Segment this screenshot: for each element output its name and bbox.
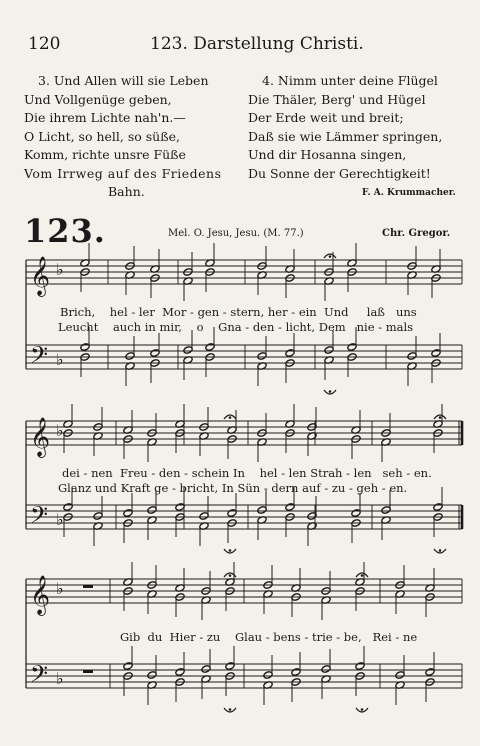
lyric-hyphen: - xyxy=(336,630,341,644)
lyric-syllable: seh xyxy=(382,466,403,480)
fermata-dot xyxy=(361,574,364,577)
lyrics-system-3-line-1 xyxy=(120,630,417,644)
lyric-syllable: Glanz xyxy=(58,481,92,495)
fermata-dot xyxy=(229,708,232,711)
lyric-syllable: ne xyxy=(402,630,418,644)
lyric-syllable: bricht, xyxy=(179,481,219,495)
whole-rest-icon xyxy=(83,670,93,673)
lyric-hyphen: - xyxy=(184,466,189,480)
lyric-syllable: geh xyxy=(356,481,379,495)
lyric-syllable: gen xyxy=(197,305,220,319)
lyric-hyphen: - xyxy=(348,481,353,495)
lyric-syllable: laß xyxy=(366,305,385,319)
bass-clef-icon: 𝄢 xyxy=(30,660,49,693)
lyric-syllable: Glau xyxy=(234,630,263,644)
verse-line: Der Erde weit und breit; xyxy=(248,110,404,125)
flat-key-signature-icon: ♭ xyxy=(56,260,64,279)
lyric-syllable: und xyxy=(94,481,118,495)
lyric-syllable: bens xyxy=(273,630,301,644)
composer: Chr. Gregor. xyxy=(382,228,451,239)
flat-key-signature-icon: ♭ xyxy=(56,669,64,688)
verse-author: F. A. Krummacher. xyxy=(362,188,456,198)
lyric-hyphen: - xyxy=(291,305,296,319)
lyric-syllable: dern xyxy=(271,481,299,495)
lyric-hyphen: - xyxy=(263,481,268,495)
treble-clef-icon: 𝄞 xyxy=(30,575,51,615)
verse-line: O Licht, so hell, so süße, xyxy=(24,128,180,144)
lyric-syllable: her xyxy=(267,305,288,319)
treble-clef-icon: 𝄞 xyxy=(30,417,51,457)
melody-reference: Mel. O. Jesu, Jesu. (M. 77.) xyxy=(168,228,304,239)
lyric-hyphen: - xyxy=(346,466,351,480)
lyric-syllable: en. xyxy=(389,481,408,495)
lyric-hyphen: - xyxy=(381,481,386,495)
flat-key-signature-icon: ♭ xyxy=(56,350,64,369)
lyric-syllable: stern, xyxy=(230,305,265,319)
verse-line: 4. Nimm unter deine Flügel xyxy=(262,73,438,88)
hymn-number: 123. xyxy=(24,212,106,250)
lyric-syllable: schein xyxy=(191,466,230,480)
verse-line: 3. Und Allen will sie Leben xyxy=(38,73,209,88)
lyric-hyphen: - xyxy=(281,466,285,480)
verse-line: Und dir Hosanna singen, xyxy=(248,147,407,162)
lyric-syllable: Mor xyxy=(162,305,187,319)
lyric-hyphen: - xyxy=(395,630,400,644)
lyric-syllable: mals xyxy=(385,320,414,334)
fermata-dot xyxy=(229,549,232,552)
lyric-hyphen: - xyxy=(172,481,176,495)
lyric-syllable: Und xyxy=(324,305,349,319)
lyric-syllable: o xyxy=(196,320,204,334)
lyric-syllable: nen xyxy=(91,466,113,480)
lyric-hyphen: - xyxy=(245,320,250,334)
lyric-syllable: len xyxy=(353,466,372,480)
lyric-hyphen: - xyxy=(151,466,156,480)
fermata-dot xyxy=(439,416,442,419)
lyric-syllable: Leucht xyxy=(58,320,99,334)
lyric-syllable: ein xyxy=(298,305,317,319)
lyrics-system-1-line-2 xyxy=(58,320,413,334)
lyric-syllable: in xyxy=(144,320,156,334)
verse-line: Komm, richte unsre Füße xyxy=(24,147,186,162)
lyric-syllable: en. xyxy=(413,466,432,480)
lyric-syllable: Brich, xyxy=(60,305,96,319)
lyric-syllable: hel xyxy=(109,305,128,319)
lyric-syllable: hel xyxy=(259,466,278,480)
lyric-syllable: auch xyxy=(112,320,142,334)
lyric-syllable: Freu xyxy=(120,466,148,480)
verse-line: Bahn. xyxy=(108,184,145,199)
whole-rest-icon xyxy=(83,585,93,588)
fermata-dot xyxy=(229,574,232,577)
bass-clef-icon: 𝄢 xyxy=(30,501,49,534)
verse-line: Die Thäler, Berg' und Hügel xyxy=(248,91,426,107)
lyric-syllable: be, xyxy=(343,630,362,644)
lyric-syllable: Strah xyxy=(310,466,343,480)
lyric-hyphen: - xyxy=(190,305,194,319)
lyric-hyphen: - xyxy=(324,481,329,495)
verse-line: Du Sonne der Gerechtigkeit! xyxy=(248,165,431,181)
verse-line: Daß sie wie Lämmer springen, xyxy=(248,128,443,144)
fermata-dot xyxy=(229,416,232,419)
page-number: 120 xyxy=(28,34,61,54)
lyric-hyphen: - xyxy=(278,320,282,334)
lyric-hyphen: - xyxy=(304,630,309,644)
bass-clef-icon: 𝄢 xyxy=(30,341,49,374)
flat-key-signature-icon: ♭ xyxy=(56,510,64,529)
lyric-syllable: Gna xyxy=(218,320,242,334)
lyric-syllable: zu xyxy=(331,481,346,495)
lyric-syllable: ge xyxy=(154,481,169,495)
treble-clef-icon: 𝄞 xyxy=(30,256,51,296)
lyric-syllable: trie xyxy=(311,630,333,644)
fermata-dot xyxy=(361,708,364,711)
lyrics-system-2-line-2 xyxy=(58,481,407,495)
fermata-dot xyxy=(329,255,332,258)
lyric-hyphen: - xyxy=(406,466,411,480)
lyric-syllable: ler xyxy=(138,305,155,319)
lyric-syllable: auf xyxy=(302,481,321,495)
lyric-syllable: len xyxy=(288,466,307,480)
lyric-hyphen: - xyxy=(199,630,204,644)
lyric-syllable: Sün xyxy=(237,481,261,495)
lyric-hyphen: - xyxy=(131,305,136,319)
lyric-syllable: Rei xyxy=(372,630,392,644)
lyric-hyphen: - xyxy=(378,320,383,334)
lyric-syllable: dei xyxy=(62,466,80,480)
lyric-syllable: du xyxy=(147,630,163,644)
lyric-syllable: Kraft xyxy=(120,481,151,495)
verse-line: Die ihrem Lichte nah'n.— xyxy=(24,110,186,125)
lyric-hyphen: - xyxy=(222,305,227,319)
verse-line: Und Vollgenüge geben, xyxy=(24,91,172,107)
flat-key-signature-icon: ♭ xyxy=(56,579,64,598)
lyrics-system-2-line-1 xyxy=(62,466,432,480)
fermata-dot xyxy=(439,549,442,552)
lyric-syllable: Dem xyxy=(318,320,346,334)
fermata-dot xyxy=(329,390,332,393)
lyric-hyphen: - xyxy=(265,630,270,644)
flat-key-signature-icon: ♭ xyxy=(56,421,64,440)
lyric-hyphen: - xyxy=(83,466,88,480)
running-title: 123. Darstellung Christi. xyxy=(150,34,364,54)
lyric-syllable: den xyxy=(252,320,275,334)
lyrics-system-1-line-1 xyxy=(60,305,417,319)
lyric-syllable: mir, xyxy=(159,320,182,334)
lyric-syllable: In xyxy=(221,481,234,495)
lyric-syllable: Gib xyxy=(120,630,141,644)
lyric-syllable: nie xyxy=(356,320,375,334)
lyric-syllable: zu xyxy=(206,630,221,644)
verse-line: Vom Irrweg auf des Friedens xyxy=(24,165,222,181)
lyric-syllable: uns xyxy=(395,305,417,319)
lyric-syllable: licht, xyxy=(285,320,316,334)
lyric-syllable: In xyxy=(232,466,245,480)
lyric-syllable: Hier xyxy=(169,630,196,644)
lyric-syllable: den xyxy=(158,466,181,480)
